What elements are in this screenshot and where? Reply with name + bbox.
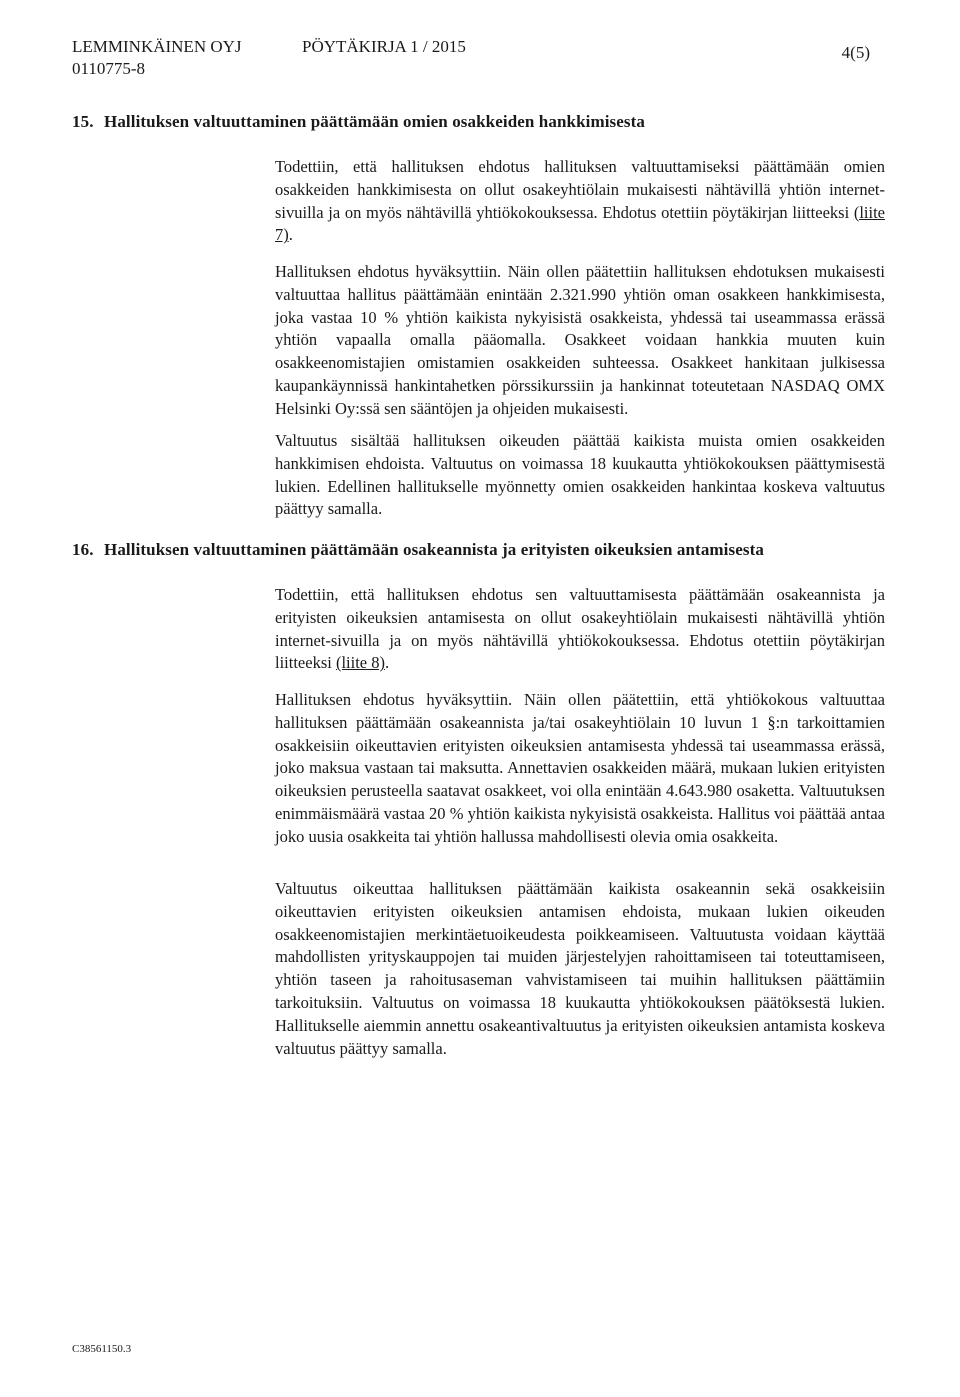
page-number: 4(5) <box>841 43 870 62</box>
header-company-block <box>72 36 242 80</box>
section-16-paragraph-3: Valtuutus oikeuttaa hallituksen päättämään kaikista osakeannin sekä osakkeisiin oikeuttavien erityisten oikeuksien antamisen ehdoista, mukaan lukien oikeuden osakkeenomistajien merkintäetuoikeudesta poikkeamiseen. Valtuutusta voidaan käyttää mahdollisten yrityskauppojen tai muiden järjestelyjen rahoittamiseen tai toteuttamiseen, yhtiön taseen ja rahoitusaseman vahvistamiseen tai muihin hallituksen päättämiin tarkoituksiin. Valtuutus on voimassa 18 kuukautta yhtiökokouksen päätöksestä lukien. Hallitukselle aiemmin annettu osakeantivaltuutus ja erityisten oikeuksien antamista koskeva valtuutus päättyy samalla. <box>275 879 885 1058</box>
section-title: Hallituksen valtuuttaminen päättämään omien osakkeiden hankkimisesta <box>104 112 645 131</box>
attachment-link-8[interactable]: (liite 8) <box>335 653 385 673</box>
company-name: LEMMINKÄINEN OYJ <box>72 37 242 56</box>
document-title: PÖYTÄKIRJA 1 / 2015 <box>302 37 466 56</box>
section-15-paragraph-1: Todettiin, että hallituksen ehdotus hallituksen valtuuttamiseksi päättämään omien osakkeiden hankkimisesta on ollut osakeyhtiölain mukaisesti nähtävillä yhtiön internet-sivuilla ja on myös nähtävillä yhtiökokouksessa. Ehdotus otettiin pöytäkirjan liitteeksi (liite 7). <box>275 157 885 245</box>
page-header <box>72 36 870 84</box>
section-16-heading <box>72 540 764 560</box>
section-15-heading <box>72 112 645 132</box>
attachment-link-7[interactable]: (liite 7) <box>275 202 885 245</box>
section-number: 16. <box>72 540 94 559</box>
document-code: C38561150.3 <box>72 1343 132 1355</box>
section-number: 15. <box>72 112 94 131</box>
section-16-paragraph-1: Todettiin, että hallituksen ehdotus sen valtuuttamisesta päättämään osakeannista ja erityisten oikeuksien antamisesta on ollut osakeyhtiölain mukaisesti nähtävillä yhtiön internet-sivuilla ja on myös nähtävillä yhtiökokouksessa. Ehdotus otettiin pöytäkirjan liitteeksi (liite 8). <box>275 585 885 673</box>
section-15-paragraph-2: Hallituksen ehdotus hyväksyttiin. Näin ollen päätettiin hallituksen ehdotuksen mukaisesti valtuuttaa hallitus päättämään enintään 2.321.990 yhtiön oman osakkeen hankkimisesta, joka vastaa 10 % yhtiön kaikista nykyisistä osakkeista, yhdessä tai useammassa erässä yhtiön vapaalla omalla pääomalla. Osakkeet voidaan hankkia muuten kuin osakkeenomistajien omistamien osakkeiden suhteessa. Osakkeet hankitaan julkisessa kaupankäynnissä hankintahetken pörssikurssiin ja hankinnat toteutetaan NASDAQ OMX Helsinki Oy:ssä sen sääntöjen ja ohjeiden mukaisesti. <box>275 262 885 418</box>
section-title: Hallituksen valtuuttaminen päättämään osakeannista ja erityisten oikeuksien antamisesta <box>104 540 764 559</box>
business-id: 0110775-8 <box>72 59 146 78</box>
section-16-paragraph-2: Hallituksen ehdotus hyväksyttiin. Näin ollen päätettiin, että yhtiökokous valtuuttaa hallituksen päättämään osakeannista ja/tai osakeyhtiölain 10 luvun 1 §:n tarkoittamien osakkeisiin oikeuttavien erityisten oikeuksien antamisesta yhdessä tai useammassa erässä, joko maksua vastaan tai maksutta. Annettavien osakkeiden määrä, mukaan lukien erityisten oikeuksien perusteella saatavat osakkeet, voi olla enintään 4.643.980 osaketta. Valtuutuksen enimmäismäärä vastaa 20 % yhtiön kaikista nykyisistä osakkeista. Hallitus voi päättää antaa joko uusia osakkeita tai yhtiön hallussa mahdollisesti olevia omia osakkeita. <box>275 690 885 846</box>
section-15-paragraph-3: Valtuutus sisältää hallituksen oikeuden päättää kaikista muista omien osakkeiden hankkimisen ehdoista. Valtuutus on voimassa 18 kuukautta yhtiökokouksen päättymisestä lukien. Edellinen hallitukselle myönnetty omien osakkeiden hankintaa koskeva valtuutus päättyy samalla. <box>275 431 885 519</box>
